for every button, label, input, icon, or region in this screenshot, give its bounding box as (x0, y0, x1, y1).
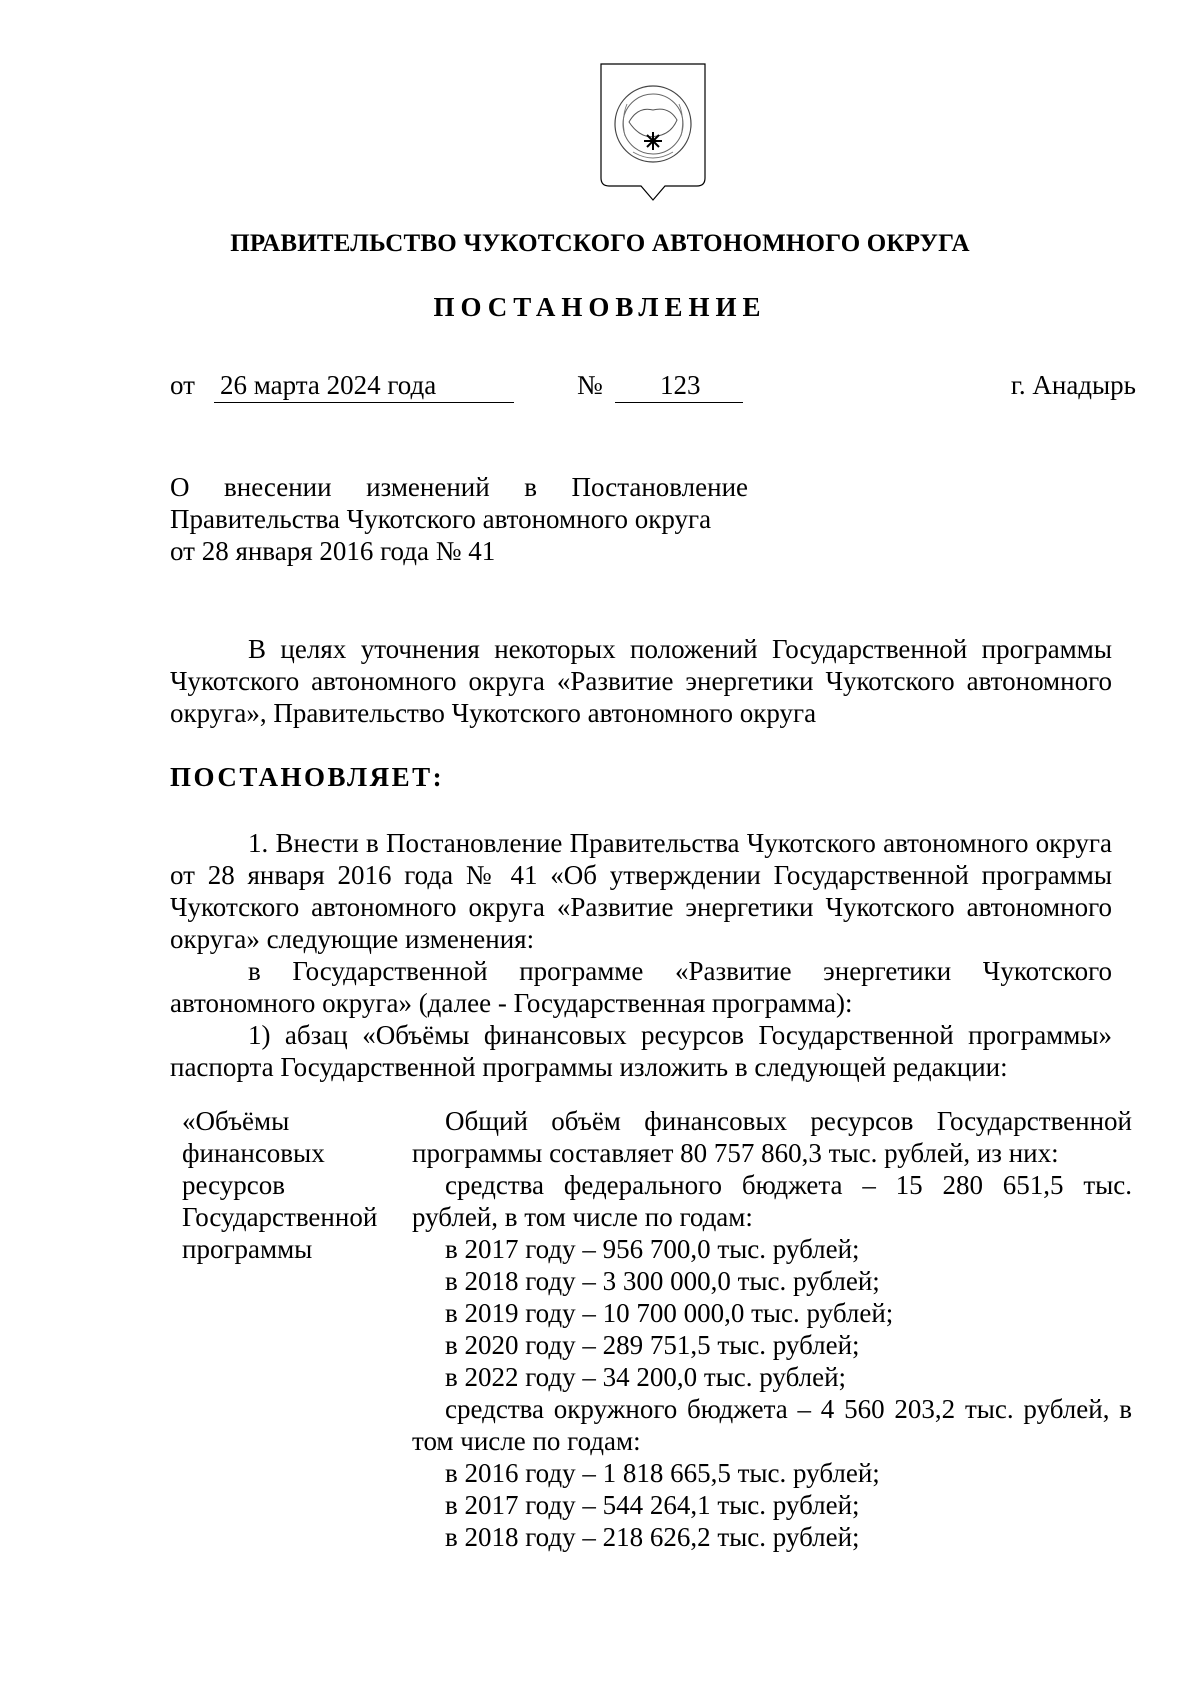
left-label-line: ресурсов (182, 1170, 286, 1200)
left-label-line: Государственной (182, 1202, 378, 1232)
clause-2-paragraph: в Государственной программе «Развитие энергетики Чукотского автономного округа» (далее - Государственная программа): (170, 956, 1112, 1018)
date-underline (214, 402, 514, 403)
federal-year-item: в 2019 году – 10 700 000,0 тыс. рублей; (445, 1298, 894, 1328)
district-year-item: в 2016 году – 1 818 665,5 тыс. рублей; (445, 1458, 880, 1488)
subject-line-2: Правительства Чукотского автономного округа (170, 504, 712, 534)
number-underline (615, 402, 743, 403)
left-label-line: программы (182, 1234, 313, 1264)
document-date: 26 марта 2024 года (220, 370, 437, 400)
left-label-line: «Объёмы (182, 1106, 290, 1136)
federal-year-item: в 2018 году – 3 300 000,0 тыс. рублей; (445, 1266, 880, 1296)
date-prefix: от (170, 370, 195, 400)
clause-3-paragraph: 1) абзац «Объёмы финансовых ресурсов Государственной программы» паспорта Государственной программы изложить в следующей редакции: (170, 1020, 1112, 1082)
coat-of-arms-emblem (593, 60, 713, 210)
federal-year-item: в 2017 году – 956 700,0 тыс. рублей; (445, 1234, 860, 1264)
number-prefix: № (577, 370, 603, 400)
document-type-title: ПОСТАНОВЛЕНИЕ (433, 292, 767, 322)
organization-title: ПРАВИТЕЛЬСТВО ЧУКОТСКОГО АВТОНОМНОГО ОКРУГА (230, 230, 970, 257)
total-funding-text: Общий объём финансовых ресурсов Государственной программы составляет 80 757 860,3 тыс. рублей, из них: (412, 1106, 1132, 1168)
clause-1-paragraph: 1. Внести в Постановление Правительства Чукотского автономного округа от 28 января 2016 года № 41 «Об утверждении Государственной программы Чукотского автономного округа «Развитие энергетики Чукотского автономного округа» следующие изменения: (170, 828, 1112, 954)
federal-year-item: в 2020 году – 289 751,5 тыс. рублей; (445, 1330, 860, 1360)
preamble-paragraph: В целях уточнения некоторых положений Государственной программы Чукотского автономного округа «Развитие энергетики Чукотского автономного округа», Правительство Чукотского автономного округа (170, 634, 1112, 728)
federal-year-item: в 2022 году – 34 200,0 тыс. рублей; (445, 1362, 847, 1392)
federal-funding-text: средства федерального бюджета – 15 280 651,5 тыс. рублей, в том числе по годам: (412, 1170, 1132, 1232)
district-year-item: в 2018 году – 218 626,2 тыс. рублей; (445, 1522, 860, 1552)
district-year-item: в 2017 году – 544 264,1 тыс. рублей; (445, 1490, 860, 1520)
document-place: г. Анадырь (1010, 370, 1136, 400)
document-subject (170, 471, 748, 567)
document-number: 123 (660, 370, 701, 400)
subject-line-3: от 28 января 2016 года № 41 (170, 536, 496, 566)
table-left-label (182, 1105, 402, 1265)
table-right-content (412, 1105, 1132, 1553)
subject-line-1: О внесении изменений в Постановление (170, 472, 748, 502)
left-label-line: финансовых (182, 1138, 325, 1168)
district-funding-text: средства окружного бюджета – 4 560 203,2 тыс. рублей, в том числе по годам: (412, 1394, 1132, 1456)
resolves-heading: ПОСТАНОВЛЯЕТ: (170, 762, 445, 792)
